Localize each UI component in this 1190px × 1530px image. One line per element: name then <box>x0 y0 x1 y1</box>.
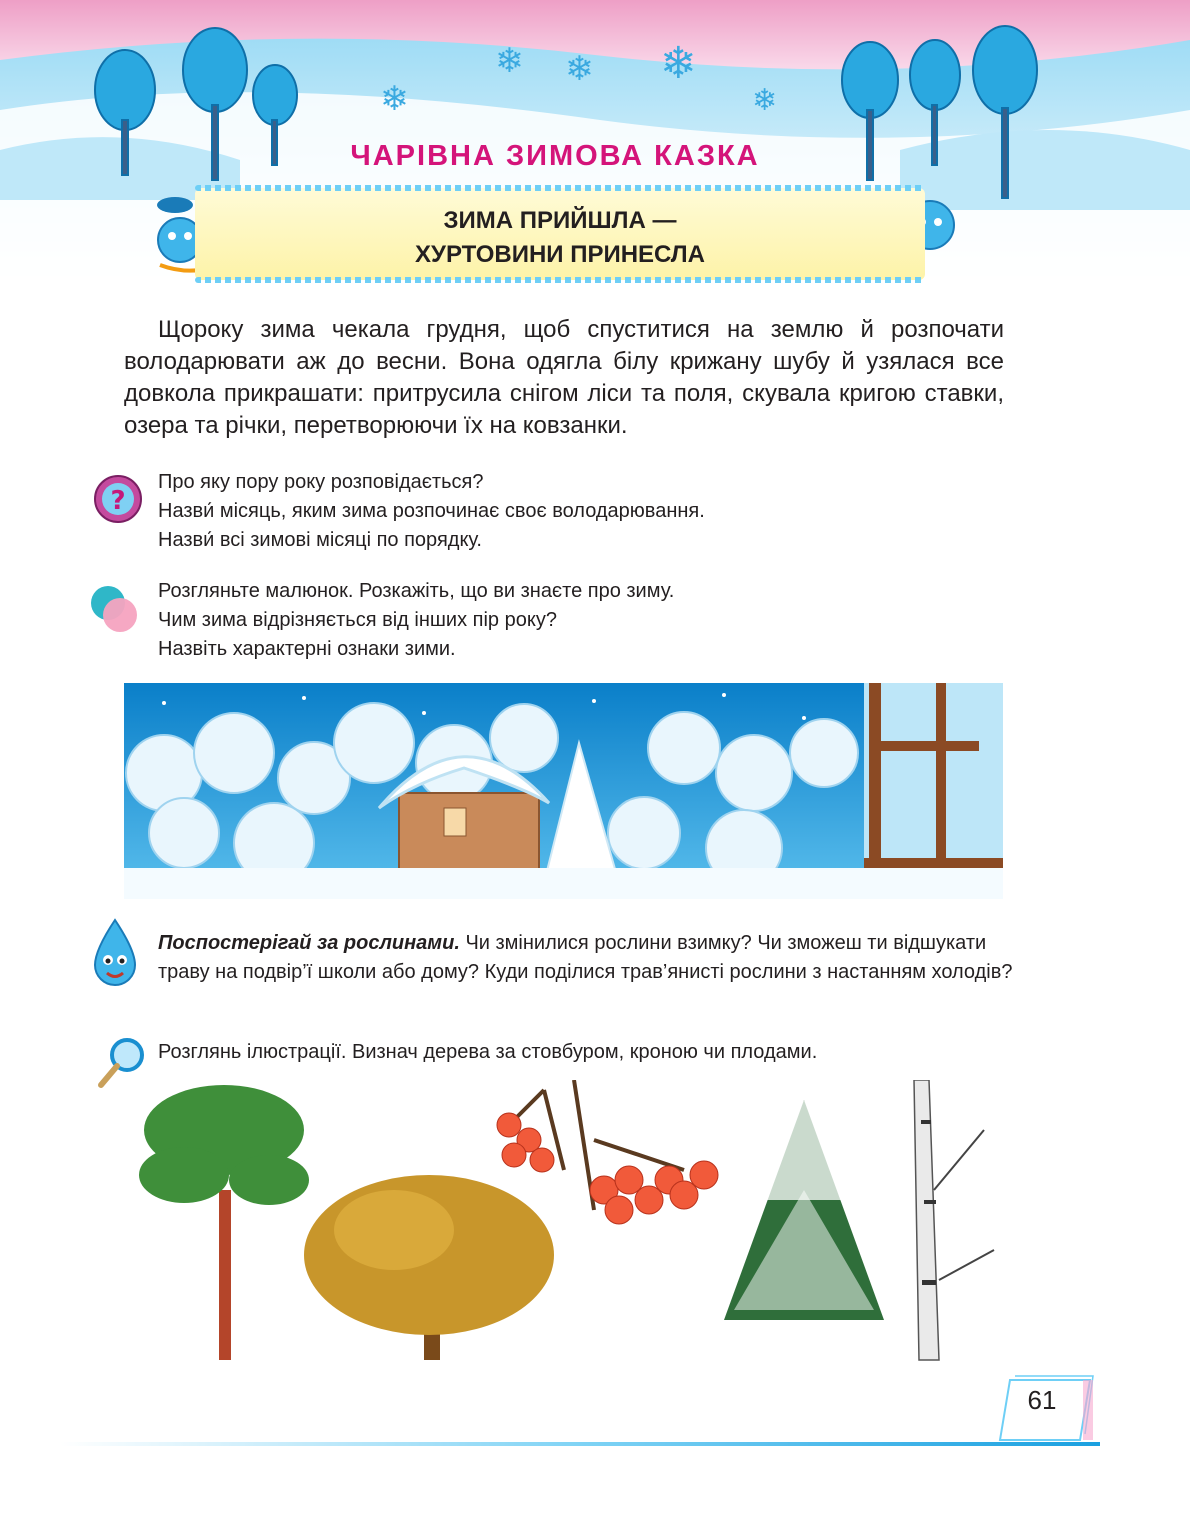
oak-tree-image <box>304 1175 554 1360</box>
question-line: Назви́ всі зимові місяці по порядку. <box>158 529 482 551</box>
droplet-mascot-icon <box>80 915 150 995</box>
page-number: 61 <box>1027 1385 1057 1415</box>
intro-paragraph: Щороку зима чекала грудня, щоб спуститися на землю й розпочати володарювати аж до весни. Вона одягла білу крижану шубу й узялася все довкола прикрашати: притрусила снігом ліси та поля, скувала кригою ставки, озера та річки, перетворюючи їх на ковзанки. <box>124 316 1004 439</box>
snowy-fir-image <box>724 1100 884 1320</box>
discussion-line: Чим зима відрізняється від інших пір року? <box>158 609 557 631</box>
observation-label: Поспостерігай за рослинами <box>158 932 455 954</box>
discussion-line: Розгляньте малюнок. Розкажіть, що ви знаєте про зиму. <box>158 580 675 602</box>
observation-text: Чи змінилися рослини взимку? Чи зможеш ти відшукати траву на подвір’ї школи або дому? Куди поділися трав’янисті рослини з настанням холодів? <box>158 932 1013 983</box>
footer-divider <box>60 1440 1100 1448</box>
question-list <box>158 468 1018 555</box>
discussion-line: Назвіть характерні ознаки зими. <box>158 638 456 660</box>
winter-scene-illustration <box>124 683 1003 899</box>
question-line: Про яку пору року розповідається? <box>158 471 484 493</box>
question-line: Назви́ місяць, яким зима розпочинає своє володарювання. <box>158 500 705 522</box>
observation-paragraph: Поспостерігай за рослинами. Чи змінилися рослини взимку? Чи зможеш ти відшукати траву на подвір’ї школи або дому? Куди поділися трав’янисті рослини з настанням холодів? <box>158 932 1013 983</box>
svg-text:❄: ❄ <box>660 38 697 89</box>
topic-title-line: ЗИМА ПРИЙШЛА — <box>443 207 677 234</box>
section-title: ЧАРІВНА ЗИМОВА КАЗКА <box>350 140 760 172</box>
svg-text:❄: ❄ <box>380 79 409 119</box>
topic-title-line: ХУРТОВИНИ ПРИНЕСЛА <box>415 241 705 268</box>
svg-text:❄: ❄ <box>565 49 594 89</box>
trees-illustration <box>124 1080 1024 1365</box>
topic-title <box>195 204 925 272</box>
trees-task-text: Розглянь ілюстрації. Визнач дерева за стовбуром, кроною чи плодами. <box>158 1041 818 1063</box>
discussion-list <box>158 577 1018 664</box>
pine-tree-image <box>139 1085 309 1360</box>
svg-text:?: ? <box>110 486 126 516</box>
svg-text:❄: ❄ <box>495 41 524 81</box>
dialogue-bubbles-icon <box>88 583 140 635</box>
svg-text:❄: ❄ <box>752 83 778 118</box>
rowan-berries-image <box>497 1080 718 1224</box>
birch-tree-image <box>914 1080 994 1360</box>
question-mark-icon <box>92 472 144 526</box>
